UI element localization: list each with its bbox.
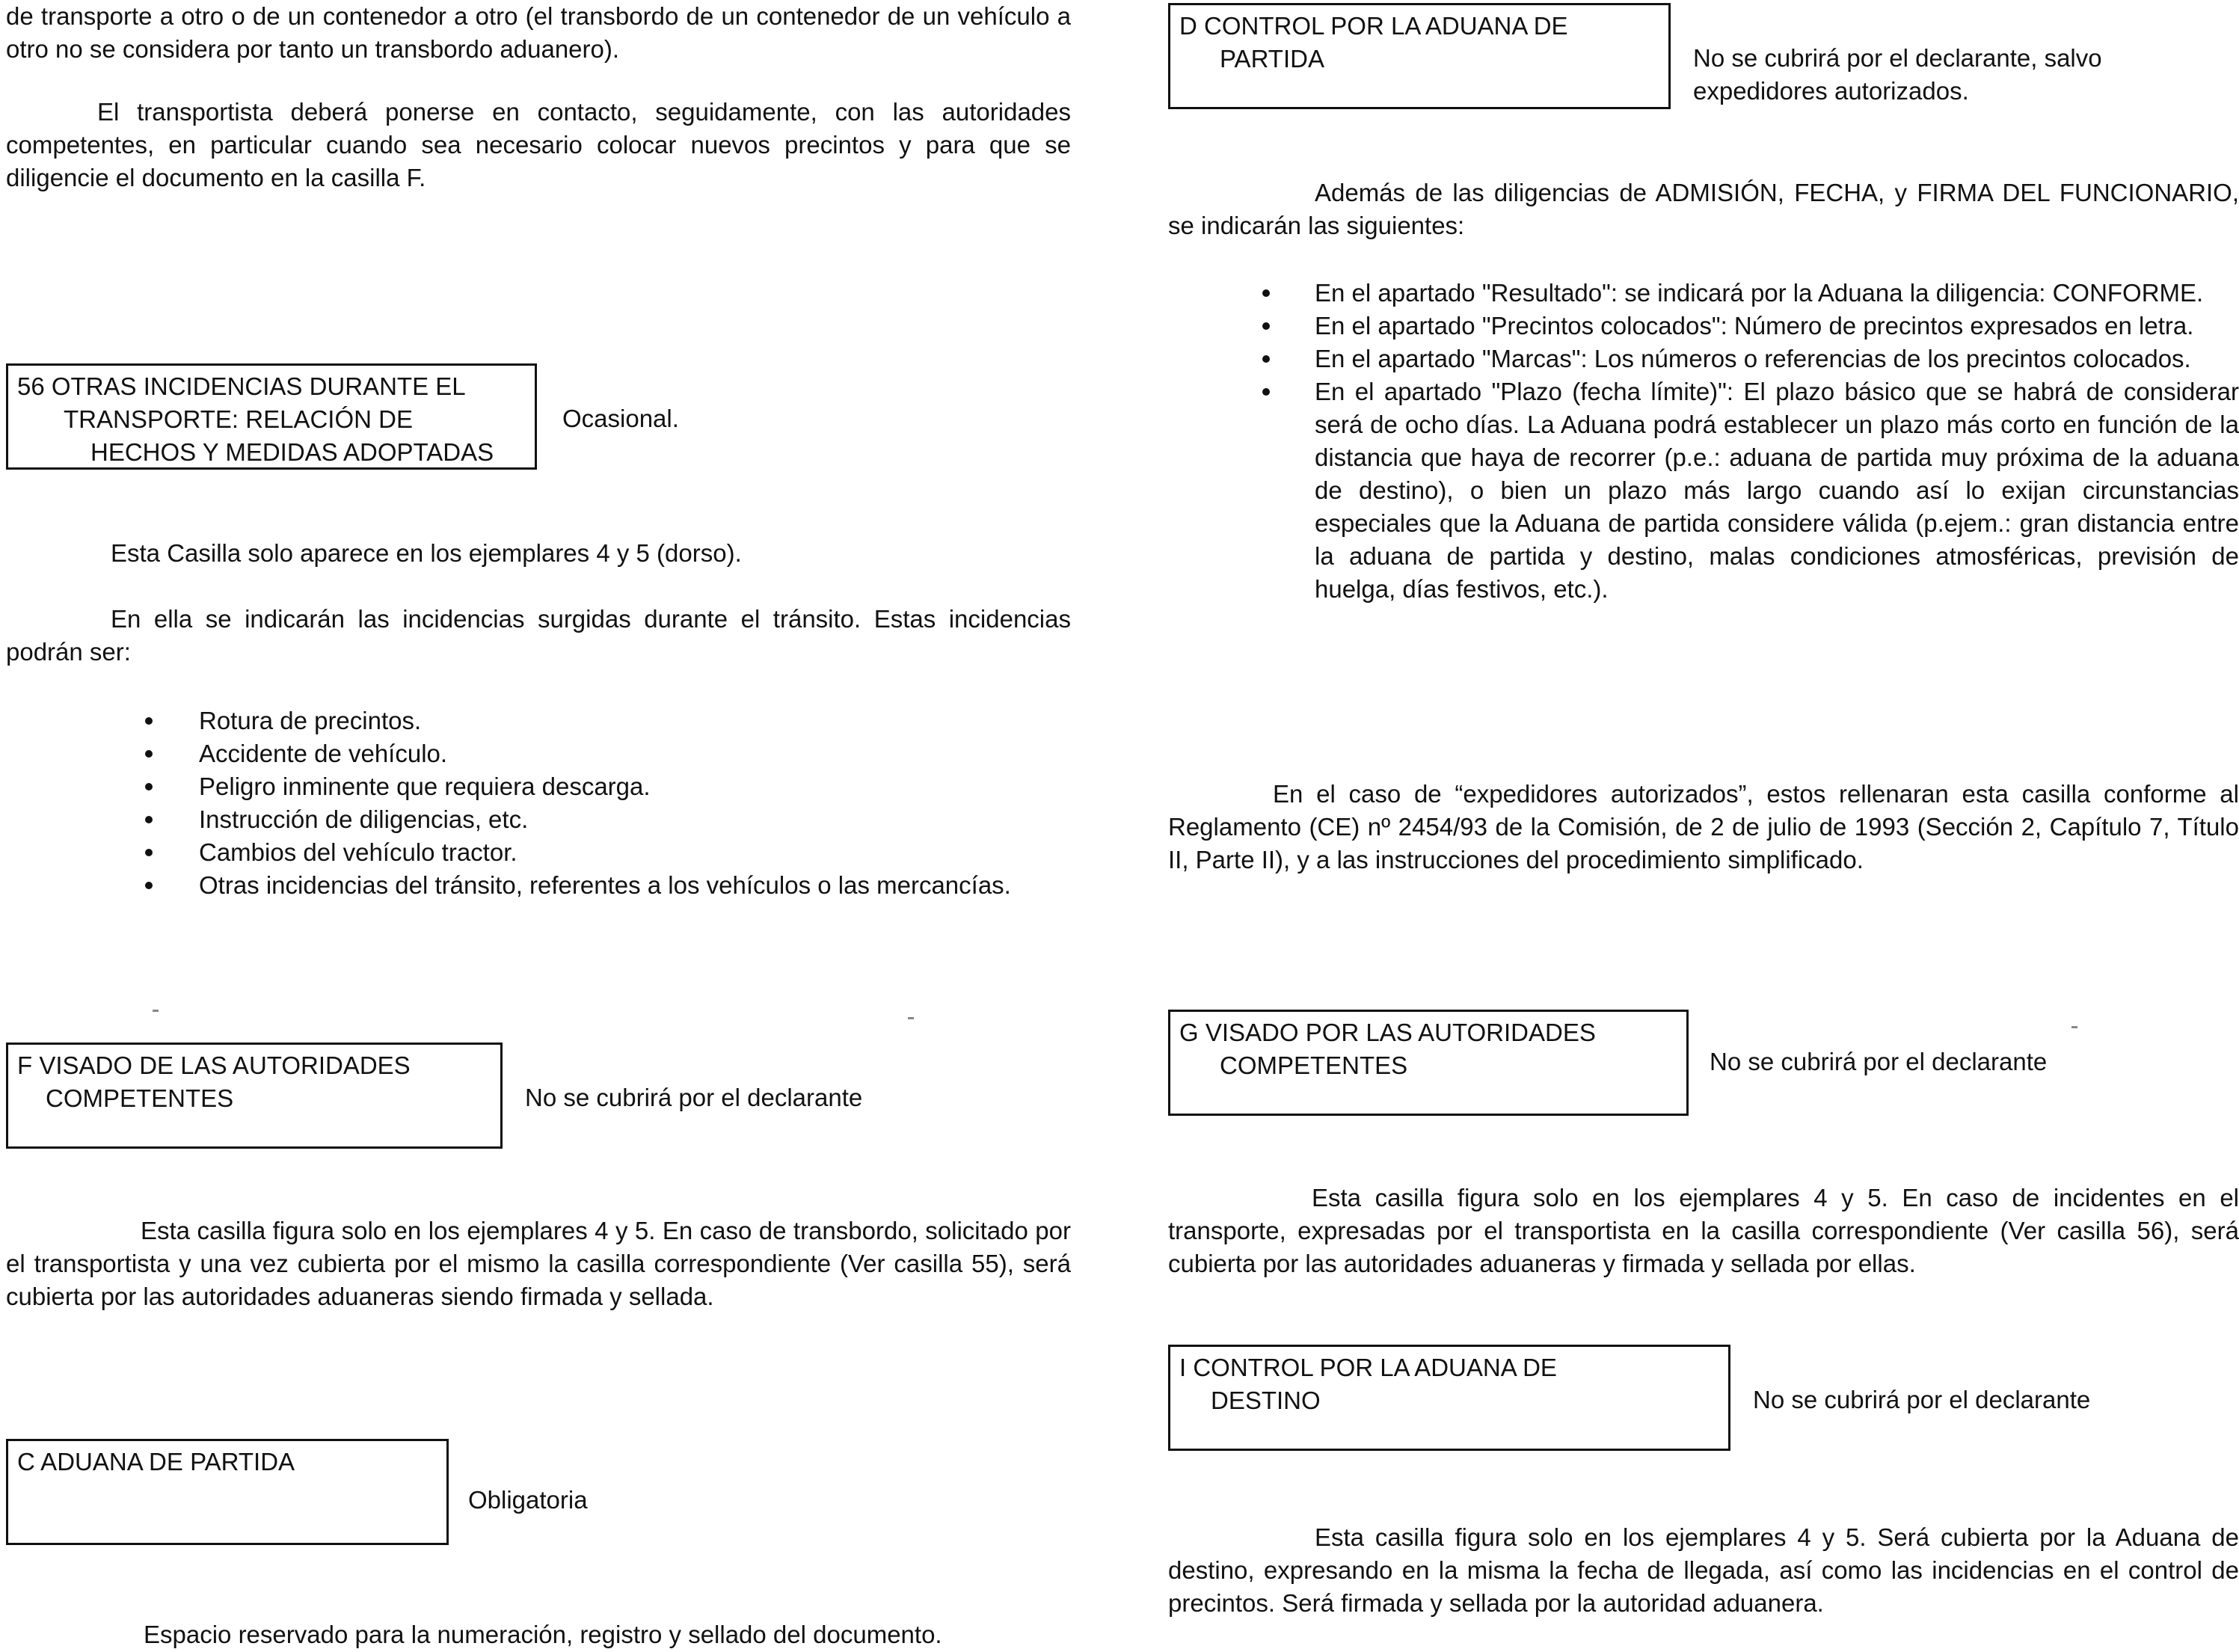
box-f-visa [6,1043,503,1149]
list-item: Instrucción de diligencias, etc. [6,803,1071,836]
bullet-icon [145,882,153,889]
box-d-title-line-2: PARTIDA [1220,45,1324,73]
list-item: Otras incidencias del tránsito, referentes a los vehículos o las mercancías. [6,869,1071,902]
box-i-note: No se cubrirá por el declarante [1753,1386,2091,1413]
bullet-icon [1262,355,1270,363]
bullet-icon [145,717,153,725]
box-d-paragraph-2: En el caso de “expedidores autorizados”, estos rellenaran esta casilla conforme al Reglamento (CE) nº 2454/93 de la Comisión, de 2 de julio de 1993 (Sección 2, Capítulo 7, Título II, Parte II), y a las instrucciones del procedimiento simplificado. [1168,780,2239,873]
list-item: En el apartado "Marcas": Los números o referencias de los precintos colocados. [1168,343,2239,375]
bullet-icon [145,783,153,790]
box-c-departure [6,1439,449,1545]
box-i-title-line-2: DESTINO [1211,1387,1321,1414]
box-56-paragraph-2: En ella se indicarán las incidencias surgidas durante el tránsito. Estas incidencias podrán ser: [6,605,1071,666]
box-g-title-line-1: G VISADO POR LAS AUTORIDADES [1179,1019,1596,1046]
box-56-incidents [6,363,537,470]
box-56-paragraph-1: Esta Casilla solo aparece en los ejemplares 4 y 5 (dorso). [111,539,742,567]
box-f-paragraph-1: Esta casilla figura solo en los ejemplares 4 y 5. En caso de transbordo, solicitado por el transportista y una vez cubierta por el mismo la casilla correspondiente (Ver casilla 55), será cubierta por las autoridades aduaneras siendo firmada y sellada. [6,1217,1071,1310]
box-56-title-line-2: TRANSPORTE: RELACIÓN DE [64,405,413,433]
box-f-title-line-2: COMPETENTES [46,1084,234,1112]
box-c-title-line-1: C ADUANA DE PARTIDA [17,1448,295,1476]
box-d-items-list [1168,277,2239,606]
intro-paragraph-1: de transporte a otro o de un contenedor a otro (el transbordo de un contenedor de un vehículo a otro no se considera por tanto un transbordo aduanero). [6,2,1071,63]
box-g-visa [1168,1010,1689,1116]
list-item: Rotura de precintos. [6,704,1071,737]
box-c-note: Obligatoria [468,1486,588,1514]
box-c-paragraph-1: Espacio reservado para la numeración, registro y sellado del documento. [144,1621,942,1648]
box-i-paragraph-1: Esta casilla figura solo en los ejemplares 4 y 5. Será cubierta por la Aduana de destino, expresando en la misma la fecha de llegada, así como las incidencias en el control de precintos. Será firmada y sellada por la autoridad aduanera. [1168,1523,2239,1617]
list-item: Cambios del vehículo tractor. [6,836,1071,869]
box-d-title-line-1: D CONTROL POR LA ADUANA DE [1179,12,1568,40]
box-g-note: No se cubrirá por el declarante [1710,1048,2048,1075]
bullet-icon [145,750,153,758]
incidents-list [6,704,1071,902]
bullet-icon [1262,322,1270,330]
box-d-note-line-2: expedidores autorizados. [1693,77,1969,105]
list-item: En el apartado "Plazo (fecha límite)": El plazo básico que se habrá de considerar será de ocho días. La Aduana podrá establecer un plazo más corto en función de la distancia que haya de recorrer (p.e.: aduana de partida muy próxima de la aduana de destino), o bien un plazo más largo cuando así lo exijan circunstancias especiales que la Aduana de partida considere válida (p.ejem.: gran distancia entre la aduana de partida y destino, malas condiciones atmosféricas, previsión de huelga, días festivos, etc.). [1168,375,2239,606]
box-g-paragraph-1: Esta casilla figura solo en los ejemplares 4 y 5. En caso de incidentes en el transporte, expresadas por el transportista en la casilla correspondiente (Ver casilla 56), será cubierta por las autoridades aduaneras y firmada y sellada por ellas. [1168,1184,2239,1277]
box-i-title-line-1: I CONTROL POR LA ADUANA DE [1179,1354,1557,1381]
list-item: Accidente de vehículo. [6,737,1071,770]
box-56-note: Ocasional. [562,405,679,432]
bullet-icon [1262,289,1270,297]
box-f-note: No se cubrirá por el declarante [525,1084,863,1111]
bullet-icon [1262,388,1270,396]
scan-speck [2071,1026,2077,1028]
box-56-title-line-3: HECHOS Y MEDIDAS ADOPTADAS [90,438,494,466]
box-d-note-line-1: No se cubrirá por el declarante, salvo [1693,44,2102,72]
box-56-title-line-1: 56 OTRAS INCIDENCIAS DURANTE EL [17,372,466,400]
list-item: En el apartado "Resultado": se indicará por la Aduana la diligencia: CONFORME. [1168,277,2239,310]
bullet-icon [145,849,153,856]
scan-speck [153,1010,159,1012]
bullet-icon [145,816,153,823]
box-g-title-line-2: COMPETENTES [1220,1051,1408,1079]
intro-paragraph-2: El transportista deberá ponerse en contacto, seguidamente, con las autoridades competentes, en particular cuando sea necesario colocar nuevos precintos y para que se diligencie el documento en la casilla F. [6,98,1071,191]
list-item: Peligro inminente que requiera descarga. [6,770,1071,803]
scan-speck [908,1017,914,1019]
box-f-title-line-1: F VISADO DE LAS AUTORIDADES [17,1051,411,1079]
list-item: En el apartado "Precintos colocados": Número de precintos expresados en letra. [1168,310,2239,343]
box-d-paragraph-1: Además de las diligencias de ADMISIÓN, FECHA, y FIRMA DEL FUNCIONARIO, se indicarán las siguientes: [1168,179,2239,239]
box-d-departure-control [1168,3,1671,109]
box-i-destination-control [1168,1345,1730,1451]
